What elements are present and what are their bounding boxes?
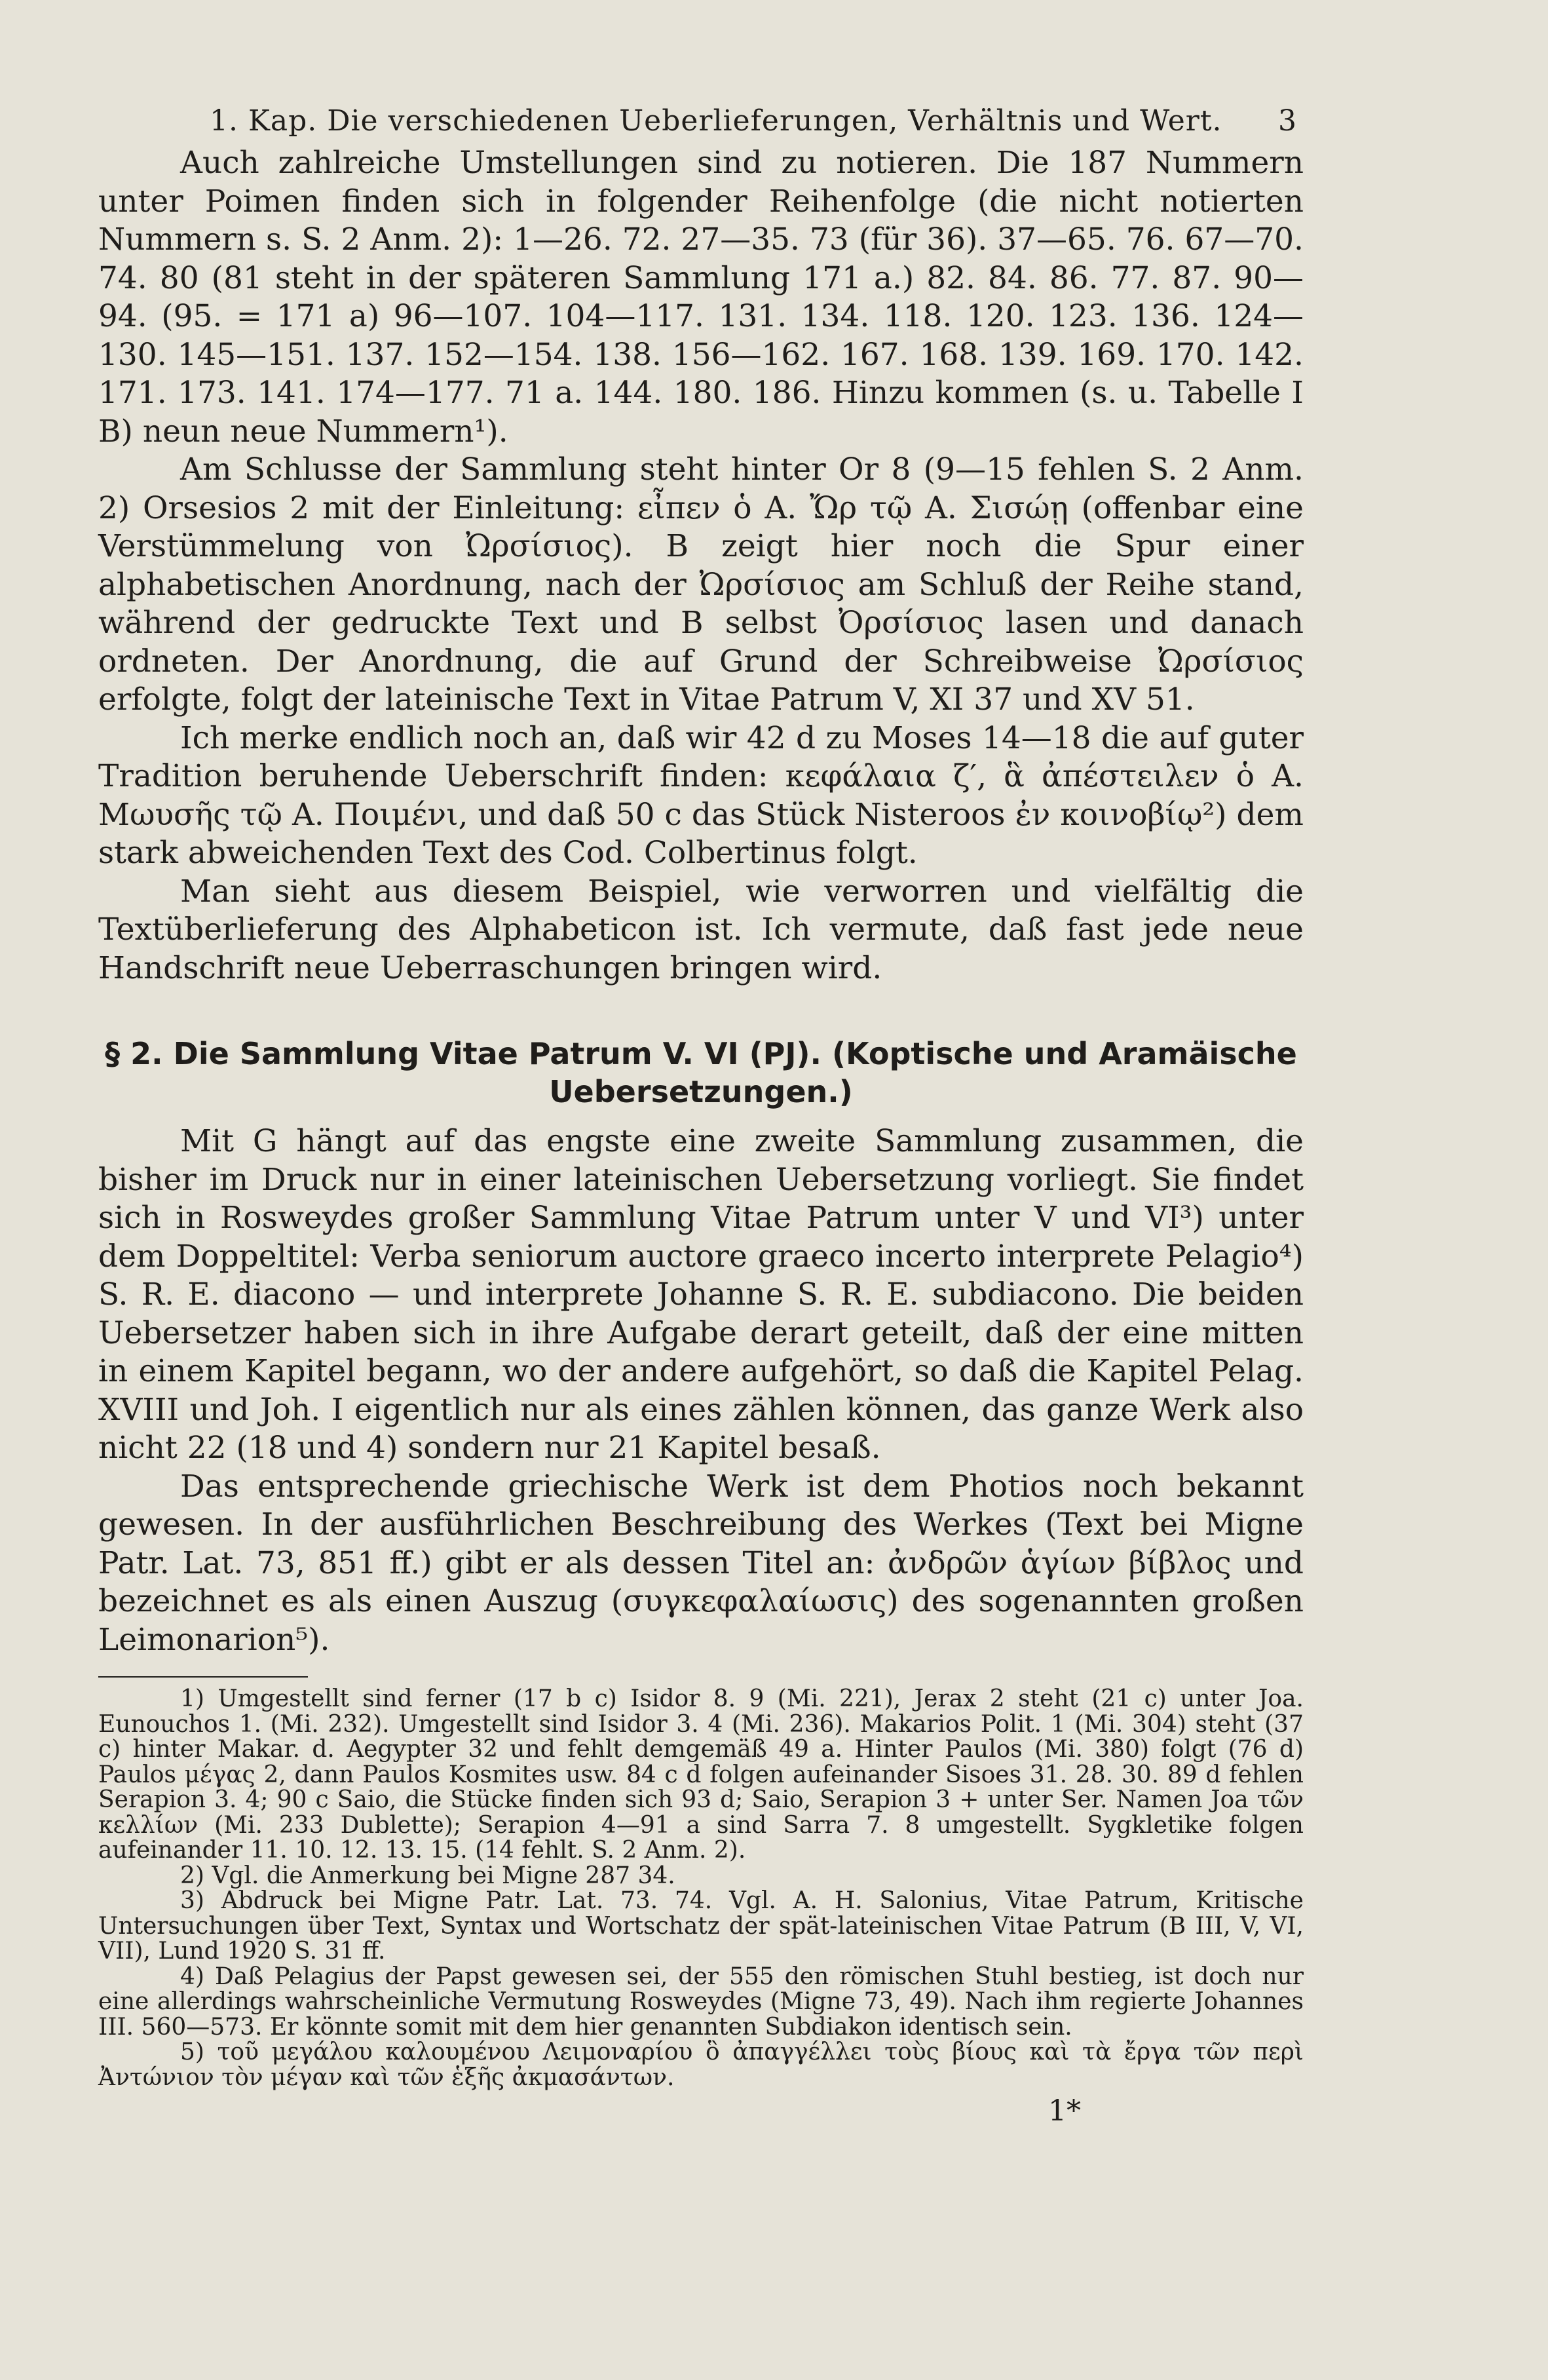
footnote-rule: [98, 1676, 308, 1678]
footnote: 4) Daß Pelagius der Papst gewesen sei, der 555 den römischen Stuhl bestieg, ist doch nur eine allerdings wahrscheinliche Vermutung Rosweydes (Migne 73, 49). Nach ihm regierte Johannes III. 560—573. Er könnte somit mit dem hier genannten Subdiakon identisch sein.: [98, 1963, 1304, 2041]
page: [98, 98, 1304, 2128]
paragraph: Das entsprechende griechische Werk ist dem Photios noch bekannt gewesen. In der ausführlichen Beschreibung des Werkes (Text bei Migne Patr. Lat. 73, 851 ff.) gibt er als dessen Titel an: ἀνδρῶν ἁγίων βίβλος und bezeichnet es als einen Auszug (συγκεφαλαίωσις) des sogenannten großen Leimonarion⁵).: [98, 1468, 1304, 1658]
paragraph: Am Schlusse der Sammlung steht hinter Or 8 (9—15 fehlen S. 2 Anm. 2) Orsesios 2 mit der Einleitung: εἶπεν ὁ Α. Ὤρ τῷ Α. Σισώῃ (offenbar eine Verstümmelung von Ὠρσίσιος). B zeigt hier noch die Spur einer alphabetischen Anordnung, nach der Ὠρσίσιος am Schluß der Reihe stand, während der gedruckte Text und B selbst Ὀρσίσιος lasen und danach ordneten. Der Anordnung, die auf Grund der Schreibweise Ὠρσίσιος erfolgte, folgt der lateinische Text in Vitae Patrum V, XI 37 und XV 51.: [98, 451, 1304, 718]
footnote: 5) τοῦ μεγάλου καλουμένου Λειμοναρίου ὃ ἀπαγγέλλει τοὺς βίους καὶ τὰ ἔργα τῶν περὶ Ἀντώνιον τὸν μέγαν καὶ τῶν ἑξῆς ἀκμασάντων.: [98, 2039, 1304, 2091]
paragraph: Ich merke endlich noch an, daß wir 42 d zu Moses 14—18 die auf guter Tradition beruhende Ueberschrift finden: κεφάλαια ζ′, ἃ ἀπέστειλεν ὁ Α. Μωυσῆς τῷ Α. Ποιμένι, und daß 50 c das Stück Nisteroos ἐν κοινοβίῳ²) dem stark abweichenden Text des Cod. Colbertinus folgt.: [98, 720, 1304, 871]
paragraph: Auch zahlreiche Umstellungen sind zu notieren. Die 187 Nummern unter Poimen finden sich in folgender Reihenfolge (die nicht notierten Nummern s. S. 2 Anm. 2): 1—26. 72. 27—35. 73 (für 36). 37—65. 76. 67—70. 74. 80 (81 steht in der späteren Sammlung 171 a.) 82. 84. 86. 77. 87. 90—94. (95. = 171 a) 96—107. 104—117. 131. 134. 118. 120. 123. 136. 124—130. 145—151. 137. 152—154. 138. 156—162. 167. 168. 139. 169. 170. 142. 171. 173. 141. 174—177. 71 a. 144. 180. 186. Hinzu kommen (s. u. Tabelle I B) neun neue Nummern¹).: [98, 145, 1304, 450]
page-number: 3: [1278, 104, 1297, 138]
section-heading: § 2. Die Sammlung Vitae Patrum V. VI (PJ). (Koptische und Aramäische Uebersetzungen.): [105, 1036, 1297, 1109]
footnotes: [98, 1687, 1304, 2090]
footnote: 2) Vgl. die Anmerkung bei Migne 287 34.: [180, 1862, 675, 1889]
footnote: 1) Umgestellt sind ferner (17 b c) Isidor 8. 9 (Mi. 221), Jerax 2 steht (21 c) unter Joa. Eunouchos 1. (Mi. 232). Umgestellt sind Isidor 3. 4 (Mi. 236). Makarios Polit. 1 (Mi. 304) steht (37 c) hinter Makar. d. Aegypter 32 und fehlt demgemäß 49 a. Hinter Paulos (Mi. 380) folgt (76 d) Paulos μέγας 2, dann Paulos Kosmites usw. 84 c d folgen aufeinander Sisoes 31. 28. 30. 89 d fehlen Serapion 3. 4; 90 c Saio, die Stücke finden sich 93 d; Saio, Serapion 3 + unter Ser. Namen Joa τῶν κελλίων (Mi. 233 Dublette); Serapion 4—91 a sind Sarra 7. 8 umgestellt. Sygkletike folgen aufeinander 11. 10. 12. 13. 15. (14 fehlt. S. 2 Anm. 2).: [98, 1685, 1304, 1864]
running-head: [98, 98, 1304, 144]
paragraph: Mit G hängt auf das engste eine zweite Sammlung zusammen, die bisher im Druck nur in einer lateinischen Uebersetzung vorliegt. Sie findet sich in Rosweydes großer Sammlung Vitae Patrum unter V und VI³) unter dem Doppeltitel: Verba seniorum auctore graeco incerto interprete Pelagio⁴) S. R. E. diacono — und interprete Johanne S. R. E. subdiacono. Die beiden Uebersetzer haben sich in ihre Aufgabe derart geteilt, daß der eine mitten in einem Kapitel begann, wo der andere aufgehört, so daß die Kapitel Pelag. XVIII und Joh. I eigentlich nur als eines zählen können, das ganze Werk also nicht 22 (18 und 4) sondern nur 21 Kapitel besaß.: [98, 1123, 1304, 1466]
signature-mark: 1*: [1048, 2094, 1081, 2128]
paragraph: Man sieht aus diesem Beispiel, wie verworren und vielfältig die Textüberlieferung des Alphabeticon ist. Ich vermute, daß fast jede neue Handschrift neue Ueberraschungen bringen wird.: [98, 873, 1304, 986]
main-text: [98, 144, 1304, 1659]
chapter-heading: 1. Kap. Die verschiedenen Ueberlieferungen, Verhältnis und Wert.: [210, 104, 1222, 138]
footnote: 3) Abdruck bei Migne Patr. Lat. 73. 74. Vgl. A. H. Salonius, Vitae Patrum, Kritische Untersuchungen über Text, Syntax und Wortschatz der spät-lateinischen Vitae Patrum (B III, V, VI, VII), Lund 1920 S. 31 ff.: [98, 1887, 1304, 1965]
